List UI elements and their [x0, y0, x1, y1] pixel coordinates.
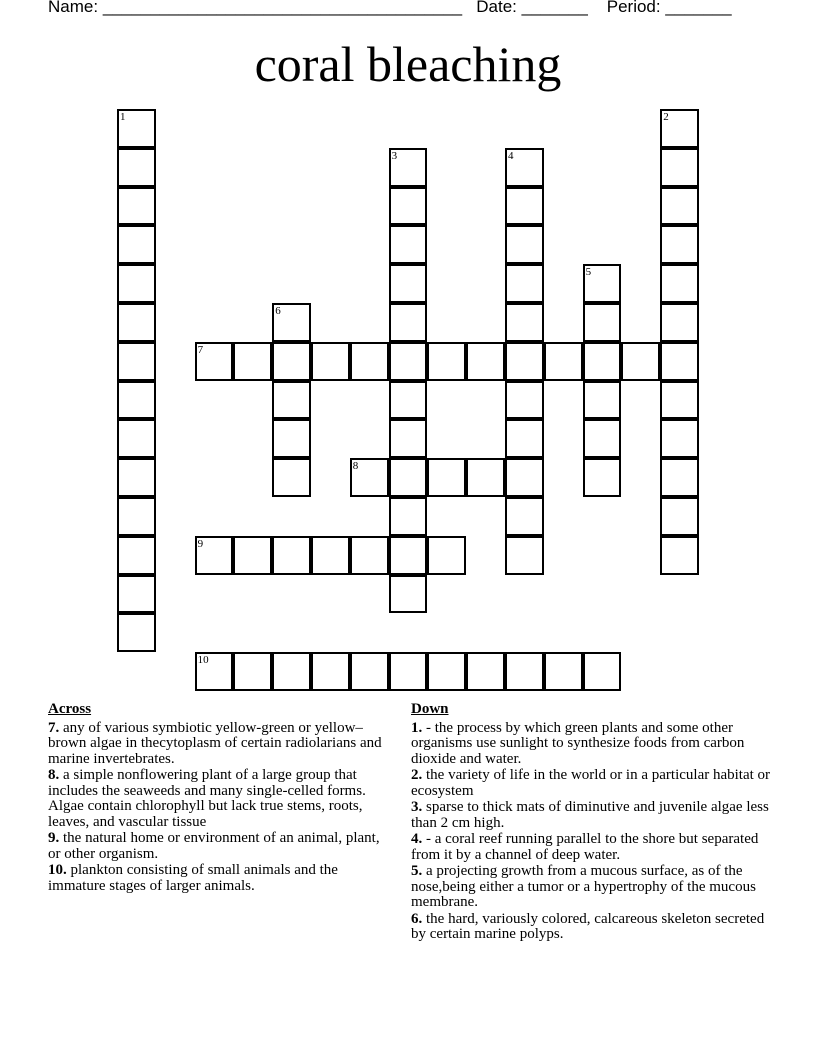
- clue-down-1: [411, 721, 771, 768]
- crossword-cell[interactable]: [117, 419, 156, 458]
- crossword-cell[interactable]: [389, 342, 428, 381]
- cell-number: 9: [197, 537, 204, 550]
- crossword-cell[interactable]: [117, 342, 156, 381]
- crossword-cell[interactable]: [389, 225, 428, 264]
- crossword-cell[interactable]: [117, 381, 156, 420]
- crossword-cell[interactable]: [272, 536, 311, 575]
- crossword-cell[interactable]: [117, 264, 156, 303]
- clue-number: 4.: [411, 831, 423, 847]
- clue-number: 7.: [48, 719, 60, 736]
- crossword-cell[interactable]: [117, 575, 156, 614]
- crossword-cell[interactable]: [427, 458, 466, 497]
- crossword-cell[interactable]: [195, 652, 234, 691]
- crossword-cell[interactable]: [583, 303, 622, 342]
- clue-down-3: [411, 800, 771, 831]
- crossword-cell[interactable]: [466, 652, 505, 691]
- across-clues: [48, 702, 393, 895]
- crossword-cell[interactable]: [117, 458, 156, 497]
- down-heading: Down: [411, 701, 449, 717]
- crossword-cell[interactable]: [272, 303, 311, 342]
- clue-text: a simple nonflowering plant of a large group that includes the seaweeds and many single-celled forms. Algae contain chlorophyll but lack true stems, roots, leaves, and vascular tissue: [48, 767, 366, 830]
- crossword-cell[interactable]: [389, 381, 428, 420]
- crossword-cell[interactable]: [350, 458, 389, 497]
- crossword-cell[interactable]: [117, 225, 156, 264]
- clue-across-8: [48, 768, 393, 830]
- crossword-cell[interactable]: [233, 652, 272, 691]
- crossword-cell[interactable]: [389, 652, 428, 691]
- crossword-cell[interactable]: [505, 264, 544, 303]
- crossword-cell[interactable]: [505, 497, 544, 536]
- crossword-cell[interactable]: [117, 303, 156, 342]
- clue-number: 1.: [411, 719, 423, 736]
- crossword-cell[interactable]: [272, 419, 311, 458]
- clue-number: 8.: [48, 767, 60, 783]
- crossword-cell[interactable]: [350, 536, 389, 575]
- crossword-cell[interactable]: [583, 264, 622, 303]
- crossword-cell[interactable]: [505, 419, 544, 458]
- clue-text: the hard, variously colored, calcareous skeleton secreted by certain marine polyps.: [411, 910, 765, 942]
- crossword-cell[interactable]: [427, 342, 466, 381]
- crossword-cell[interactable]: [505, 225, 544, 264]
- crossword-cell[interactable]: [389, 419, 428, 458]
- crossword-cell[interactable]: [389, 575, 428, 614]
- date-label: Date:: [476, 0, 517, 16]
- crossword-cell[interactable]: [660, 187, 699, 226]
- crossword-cell[interactable]: [389, 148, 428, 187]
- crossword-cell[interactable]: [660, 148, 699, 187]
- crossword-cell[interactable]: [427, 536, 466, 575]
- clue-number: 10.: [48, 862, 67, 878]
- crossword-cell[interactable]: [660, 458, 699, 497]
- clue-text: any of various symbiotic yellow-green or yellow–brown algae in thecytoplasm of certain radiolarians and marine invertebrates.: [48, 719, 382, 767]
- clue-down-6: [411, 912, 771, 943]
- cell-number: 1: [120, 111, 126, 123]
- clue-text: the natural home or environment of an animal, plant, or other organism.: [48, 830, 380, 862]
- clue-text: plankton consisting of small animals and the immature stages of larger animals.: [48, 862, 338, 894]
- clue-number: 2.: [411, 767, 423, 783]
- clue-text: the variety of life in the world or in a particular habitat or ecosystem: [411, 767, 771, 799]
- crossword-cell[interactable]: [505, 303, 544, 342]
- clue-text: - a coral reef running parallel to the shore but separated from it by a channel of deep water.: [411, 831, 759, 863]
- crossword-cell[interactable]: [427, 652, 466, 691]
- crossword-cell[interactable]: [389, 536, 428, 575]
- cell-number: 6: [275, 305, 281, 317]
- crossword-cell[interactable]: [233, 342, 272, 381]
- crossword-cell[interactable]: [350, 342, 389, 381]
- crossword-cell[interactable]: [660, 264, 699, 303]
- crossword-cell[interactable]: [505, 381, 544, 420]
- clue-number: 6.: [411, 910, 423, 927]
- clue-text: a projecting growth from a mucous surface, as of the nose,being either a tumor or a hypertrophy of the mucous membrane.: [411, 863, 756, 910]
- crossword-cell[interactable]: [195, 342, 234, 381]
- crossword-cell[interactable]: [621, 342, 660, 381]
- crossword-cell[interactable]: [544, 652, 583, 691]
- crossword-cell[interactable]: [350, 652, 389, 691]
- crossword-cell[interactable]: [117, 187, 156, 226]
- crossword-cell[interactable]: [466, 458, 505, 497]
- crossword-cell[interactable]: [660, 497, 699, 536]
- clue-number: 3.: [411, 799, 423, 815]
- crossword-cell[interactable]: [505, 458, 544, 497]
- down-clues: [411, 702, 771, 944]
- crossword-cell[interactable]: [389, 458, 428, 497]
- crossword-cell[interactable]: [583, 458, 622, 497]
- cell-number: 7: [197, 343, 204, 356]
- crossword-cell[interactable]: [311, 342, 350, 381]
- clue-across-7: [48, 721, 393, 768]
- crossword-cell[interactable]: [505, 187, 544, 226]
- crossword-cell[interactable]: [272, 652, 311, 691]
- crossword-cell[interactable]: [505, 652, 544, 691]
- crossword-cell[interactable]: [272, 342, 311, 381]
- clue-down-2: [411, 768, 771, 799]
- crossword-cell[interactable]: [583, 342, 622, 381]
- clue-across-9: [48, 831, 393, 862]
- crossword-cell[interactable]: [233, 536, 272, 575]
- crossword-cell[interactable]: [660, 225, 699, 264]
- crossword-cell[interactable]: [117, 613, 156, 652]
- name-label: Name:: [48, 0, 99, 16]
- crossword-cell[interactable]: [660, 109, 699, 148]
- clue-across-10: [48, 863, 393, 894]
- crossword-cell[interactable]: [466, 342, 505, 381]
- crossword-cell[interactable]: [389, 264, 428, 303]
- period-label: Period:: [606, 0, 661, 16]
- crossword-cell[interactable]: [583, 381, 622, 420]
- cell-number: 10: [197, 654, 209, 667]
- crossword-cell[interactable]: [660, 536, 699, 575]
- page-title: coral bleaching: [254, 36, 562, 92]
- crossword-cell[interactable]: [117, 497, 156, 536]
- across-heading: Across: [48, 701, 92, 717]
- crossword-cell[interactable]: [583, 652, 622, 691]
- crossword-cell[interactable]: [272, 458, 311, 497]
- crossword-cell[interactable]: [117, 148, 156, 187]
- clue-down-5: [411, 864, 771, 911]
- clue-number: 5.: [411, 863, 423, 879]
- crossword-cell[interactable]: [311, 652, 350, 691]
- period-field[interactable]: _______: [665, 0, 732, 16]
- crossword-cell[interactable]: [583, 419, 622, 458]
- date-field[interactable]: _______: [521, 0, 588, 16]
- crossword-cell[interactable]: [505, 342, 544, 381]
- crossword-cell[interactable]: [660, 381, 699, 420]
- crossword-cell[interactable]: [660, 419, 699, 458]
- name-field[interactable]: ______________________________________: [102, 0, 463, 16]
- cell-number: 3: [391, 149, 398, 162]
- crossword-cell[interactable]: [660, 342, 699, 381]
- crossword-cell[interactable]: [505, 536, 544, 575]
- clue-number: 9.: [48, 830, 60, 846]
- crossword-cell[interactable]: [117, 536, 156, 575]
- cell-number: 4: [508, 149, 514, 162]
- crossword-cell[interactable]: [389, 303, 428, 342]
- crossword-cell[interactable]: [544, 342, 583, 381]
- crossword-cell[interactable]: [389, 187, 428, 226]
- crossword-cell[interactable]: [660, 303, 699, 342]
- crossword-cell[interactable]: [311, 536, 350, 575]
- crossword-cell[interactable]: [389, 497, 428, 536]
- cell-number: 8: [352, 460, 359, 473]
- crossword-cell[interactable]: [272, 381, 311, 420]
- crossword-cell[interactable]: [505, 148, 544, 187]
- cell-number: 2: [663, 111, 669, 123]
- clue-down-4: [411, 832, 771, 863]
- cell-number: 5: [585, 266, 592, 279]
- clue-text: - the process by which green plants and some other organisms use sunlight to synthesize foods from carbon dioxide and water.: [411, 719, 745, 767]
- crossword-cell[interactable]: [117, 109, 156, 148]
- crossword-cell[interactable]: [195, 536, 234, 575]
- clue-text: sparse to thick mats of diminutive and juvenile algae less than 2 cm high.: [411, 799, 769, 831]
